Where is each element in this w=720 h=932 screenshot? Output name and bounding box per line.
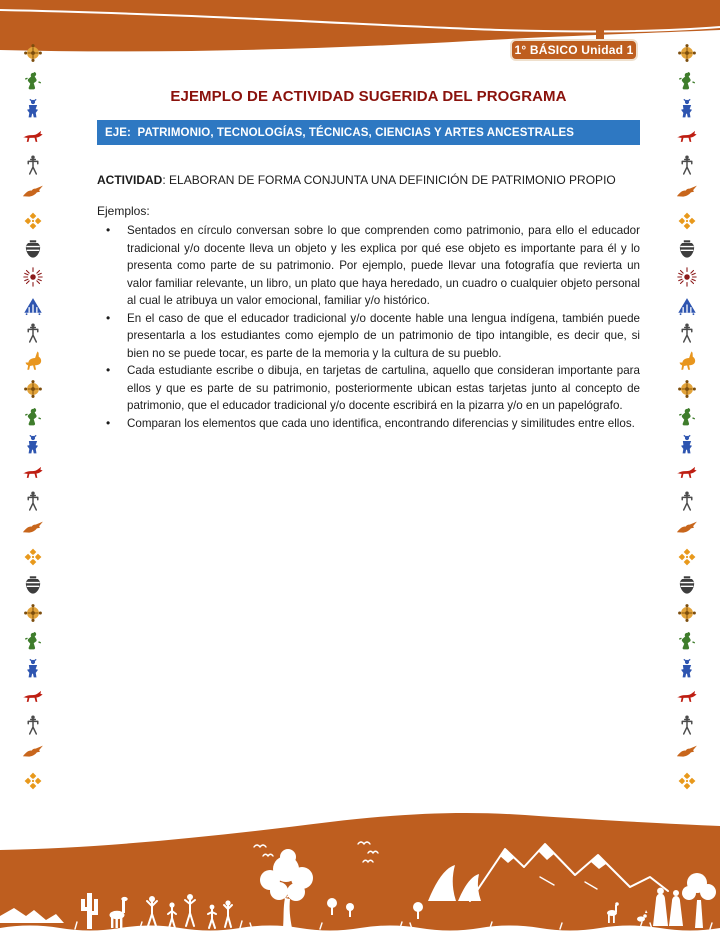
person-icon	[676, 714, 698, 736]
flower-icon	[22, 546, 44, 568]
kultrun-icon	[22, 602, 44, 624]
fox-icon	[676, 126, 698, 148]
condor-icon	[676, 182, 698, 204]
activity-line	[97, 173, 640, 187]
page-title: EJEMPLO DE ACTIVIDAD SUGERIDA DEL PROGRAMA	[170, 88, 567, 105]
vessel-icon	[676, 238, 698, 260]
figure-icon	[676, 658, 698, 680]
dancer-icon	[676, 406, 698, 428]
flower-icon	[676, 546, 698, 568]
vessel-icon	[22, 574, 44, 596]
condor-icon	[22, 518, 44, 540]
fox-icon	[22, 686, 44, 708]
kultrun-icon	[676, 42, 698, 64]
figure-icon	[22, 658, 44, 680]
fox-icon	[676, 686, 698, 708]
right-icon-column	[669, 42, 705, 792]
kultrun-icon	[676, 378, 698, 400]
ruka-icon	[22, 294, 44, 316]
person-icon	[676, 322, 698, 344]
condor-icon	[22, 742, 44, 764]
activity-bullet: • Sentados en círculo conversan sobre lo que comprenden como patrimonio, para ello el educador tradicional y/o docente lleva un objeto y les explica por qué ese objeto es importante para él y lo presenta como parte de su patrimonio. Por ejemplo, puede llevar una fotografía que revierta un valor familiar relevante, un libro, un plato que haya heredado, un cuadro o cualquier objeto personal al cual le atribuya un valor emocional, familiar y/o histórico.	[97, 222, 640, 310]
condor-icon	[22, 182, 44, 204]
activity-bullet: • En el caso de que el educador tradicional y/o docente hable una lengua indígena, también puede presentarla a los estudiantes como ejemplo de un patrimonio de tipo intangible, es decir que, si bien no se puede tocar, es parte de la memoria y la cultura de su pueblo.	[97, 310, 640, 363]
person-icon	[22, 490, 44, 512]
vessel-icon	[676, 574, 698, 596]
activity-label: ACTIVIDAD	[97, 173, 163, 187]
flower-icon	[22, 210, 44, 232]
person-icon	[22, 322, 44, 344]
person-icon	[676, 154, 698, 176]
flower-icon	[676, 210, 698, 232]
kultrun-icon	[676, 602, 698, 624]
dancer-icon	[22, 70, 44, 92]
fox-icon	[676, 462, 698, 484]
figure-icon	[22, 434, 44, 456]
dancer-icon	[22, 406, 44, 428]
dancer-icon	[22, 630, 44, 652]
fox-icon	[22, 126, 44, 148]
condor-icon	[676, 742, 698, 764]
sun-icon	[676, 266, 698, 288]
fox-icon	[22, 462, 44, 484]
figure-icon	[676, 434, 698, 456]
condor-icon	[676, 518, 698, 540]
examples-label: Ejemplos:	[97, 204, 150, 218]
eje-banner: EJE: PATRIMONIO, TECNOLOGÍAS, TÉCNICAS, CIENCIAS Y ARTES ANCESTRALES	[97, 120, 640, 145]
figure-icon	[22, 98, 44, 120]
unit-badge: 1° BÁSICO Unidad 1	[510, 39, 638, 61]
person-icon	[22, 154, 44, 176]
activity-bullet-list	[97, 222, 640, 432]
llama-icon	[22, 350, 44, 372]
activity-text: : ELABORAN DE FORMA CONJUNTA UNA DEFINICIÓN DE PATRIMONIO PROPIO	[162, 173, 616, 187]
left-icon-column	[15, 42, 51, 792]
activity-bullet: • Comparan los elementos que cada uno identifica, encontrando diferencias y similitudes entre ellos.	[97, 415, 640, 433]
dancer-icon	[676, 630, 698, 652]
activity-bullet: • Cada estudiante escribe o dibuja, en tarjetas de cartulina, aquello que consideran importante para ellos y que es parte de su patrimonio, posteriormente ubican estas tarjetas junto al concepto de patrimonio, que el educador tradicional y/o docente escribirá en la pizarra y/o en un papelógrafo.	[97, 362, 640, 415]
vessel-icon	[22, 238, 44, 260]
figure-icon	[676, 98, 698, 120]
kultrun-icon	[22, 378, 44, 400]
main-content	[97, 88, 640, 432]
person-icon	[22, 714, 44, 736]
sun-icon	[22, 266, 44, 288]
dancer-icon	[676, 70, 698, 92]
llama-icon	[676, 350, 698, 372]
person-icon	[676, 490, 698, 512]
landscape-silhouette-band	[0, 787, 720, 932]
kultrun-icon	[22, 42, 44, 64]
ruka-icon	[676, 294, 698, 316]
